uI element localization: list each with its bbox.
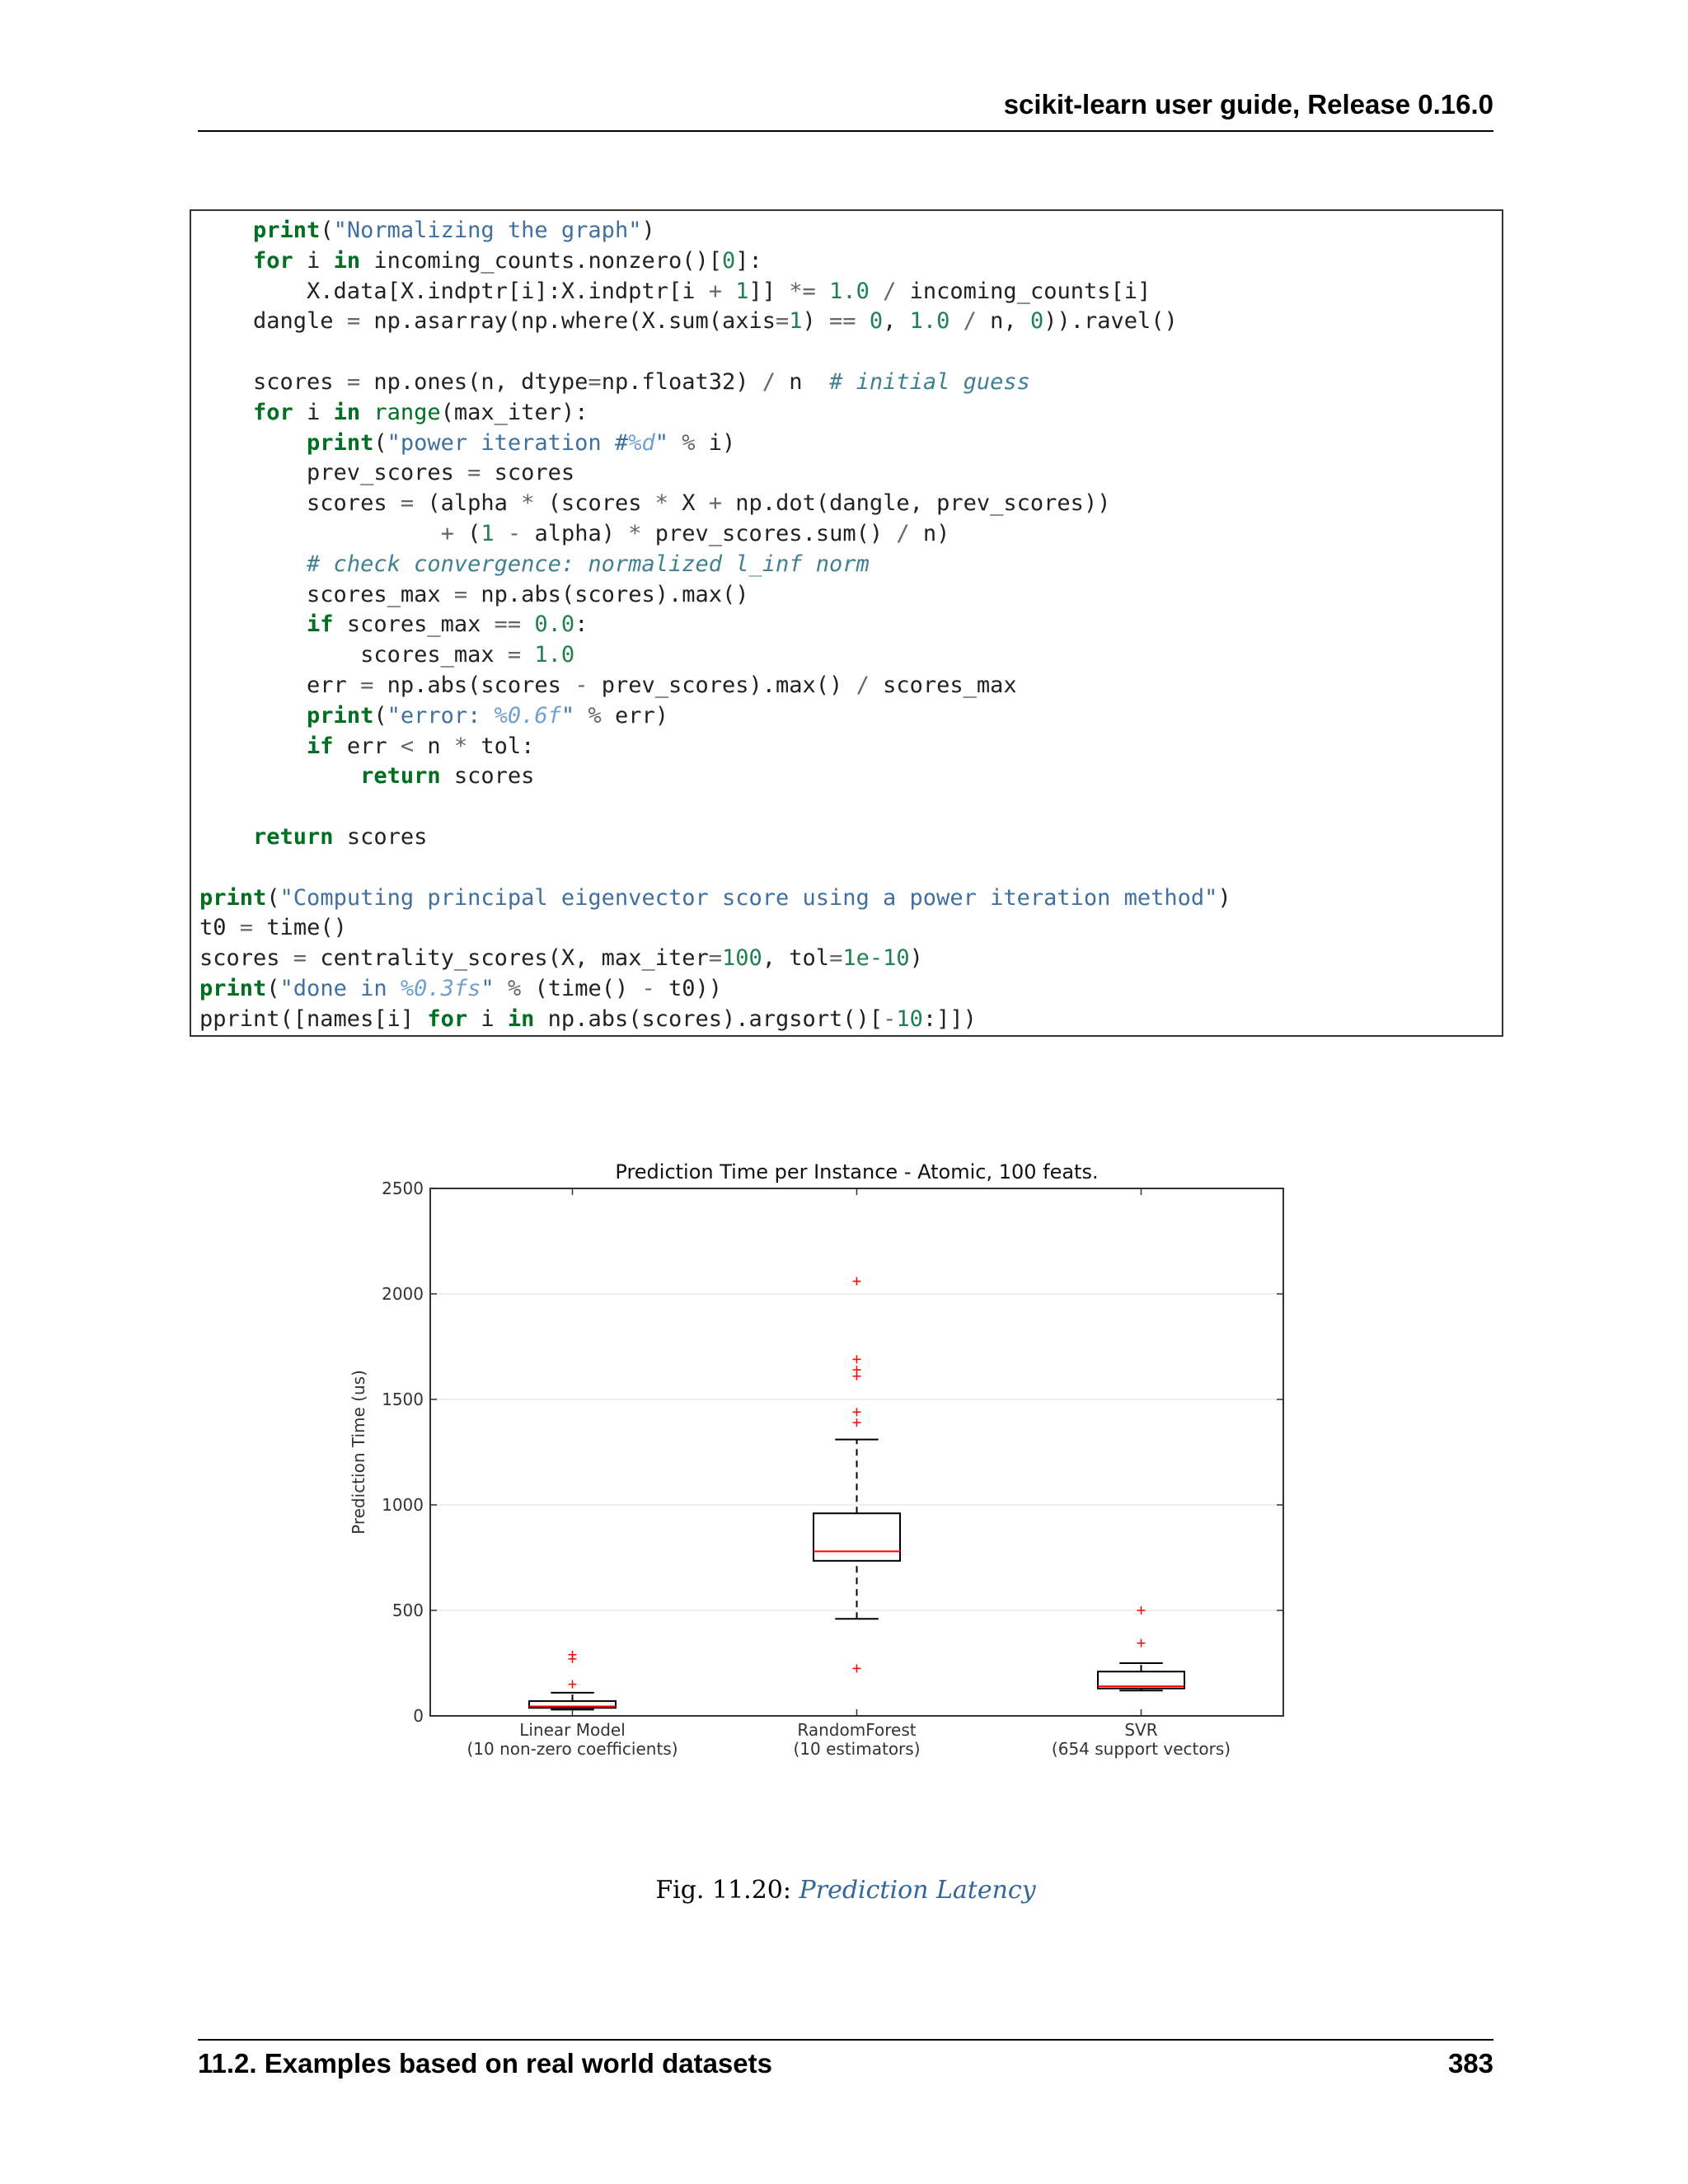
code-token: dangle (199, 308, 347, 335)
code-token: = (776, 308, 790, 335)
code-line (199, 913, 1502, 944)
code-line (199, 246, 1502, 277)
code-token: if (307, 733, 334, 759)
code-line (199, 398, 1502, 429)
code-token: / (762, 368, 776, 395)
code-token: X.data[X.indptr[i]:X.indptr[i (199, 278, 709, 304)
code-token (495, 976, 508, 1001)
code-token: time() (253, 915, 347, 941)
code-token: (scores (534, 490, 655, 517)
code-token: np.abs(scores (373, 672, 575, 698)
code-token: = (708, 945, 722, 972)
code-token: 1e-10 (842, 945, 910, 972)
code-token: print (307, 702, 374, 729)
code-block (190, 209, 1503, 1037)
code-token: print (199, 884, 267, 911)
code-token: , (883, 308, 910, 335)
code-token: prev_scores).max() (588, 672, 856, 698)
y-tick-label: 1000 (382, 1495, 424, 1515)
code-token: / (856, 672, 870, 698)
code-line (199, 974, 1502, 1005)
x-tick-label: Linear Model (519, 1720, 626, 1740)
code-line (199, 550, 1502, 580)
code-line (199, 277, 1502, 307)
code-token: *= (789, 278, 816, 304)
code-token (722, 279, 735, 304)
code-line (199, 671, 1502, 701)
code-token: + (440, 520, 454, 546)
x-tick-label: (10 estimators) (793, 1739, 921, 1759)
code-line (199, 458, 1502, 489)
code-token: ) (641, 218, 655, 243)
code-token: np.abs(scores).max() (467, 581, 749, 607)
code-line (199, 368, 1502, 398)
code-token: ) (909, 945, 923, 972)
code-token: scores_max (333, 612, 495, 638)
code-token (199, 551, 307, 577)
code-token: * (654, 490, 668, 517)
code-token: scores_max (199, 581, 454, 607)
code-token: scores (440, 763, 535, 790)
code-token: print (199, 975, 267, 1001)
code-token: = (239, 915, 254, 941)
code-token: = (453, 581, 468, 607)
x-tick-label: (10 non-zero coefficients) (467, 1739, 678, 1759)
code-token: %d (628, 429, 655, 456)
code-token: - (574, 672, 588, 698)
code-token (199, 248, 253, 274)
figure-prediction-latency (338, 1150, 1302, 1776)
code-token (521, 612, 534, 637)
code-token: ( (266, 975, 280, 1001)
figure-caption (198, 1876, 1493, 1905)
code-token: i (467, 1005, 508, 1032)
code-token: i) (695, 429, 736, 456)
code-token: / (883, 278, 897, 304)
code-line (199, 216, 1502, 246)
code-token: ( (373, 429, 387, 456)
code-token: ) (1217, 884, 1231, 911)
code-line (199, 519, 1502, 550)
code-token: ]] (748, 278, 790, 304)
code-line (199, 610, 1502, 640)
code-token (816, 279, 829, 304)
header-rule (198, 130, 1493, 132)
code-token: if (307, 612, 334, 638)
code-token (199, 824, 253, 850)
code-token: + (708, 278, 722, 304)
code-token: "power iteration # (387, 429, 629, 456)
code-line (199, 853, 1502, 883)
code-line (199, 883, 1502, 914)
code-token: % (507, 975, 522, 1001)
code-line (199, 489, 1502, 519)
code-token: %0.3fs (400, 975, 481, 1001)
code-token (360, 400, 373, 425)
code-token: ( (373, 702, 387, 729)
code-token: alpha) (521, 520, 629, 546)
code-token: "Normalizing the graph" (333, 218, 642, 243)
code-line (199, 823, 1502, 853)
code-token: 1 (735, 278, 749, 304)
code-token: + (708, 490, 723, 517)
y-tick-label: 2000 (382, 1284, 424, 1304)
code-token (574, 703, 588, 729)
code-token: == (829, 308, 856, 335)
code-token: t0 (199, 915, 240, 941)
code-token: prev_scores.sum() (641, 520, 897, 546)
code-token (199, 733, 307, 759)
code-token (199, 703, 307, 729)
code-token: n, (976, 308, 1030, 335)
code-token: incoming_counts.nonzero()[ (360, 247, 723, 274)
code-token: == (494, 612, 522, 638)
code-token: scores (481, 460, 575, 486)
code-token: 10 (896, 1005, 923, 1032)
code-token: "Computing principal eigenvector score using a power iteration method" (279, 884, 1218, 911)
code-token: i (293, 247, 334, 274)
code-token (199, 430, 307, 456)
code-token (199, 400, 253, 425)
code-token: # check convergence: normalized l_inf norm (307, 551, 870, 577)
code-token: np.asarray(np.where(X.sum(axis (360, 308, 776, 335)
code-token: for (253, 399, 293, 425)
box-plot-chart (338, 1150, 1302, 1776)
code-token: % (682, 429, 696, 456)
code-token: in (333, 399, 361, 425)
code-token (521, 642, 534, 668)
code-line (199, 792, 1502, 823)
y-tick-label: 500 (392, 1601, 424, 1620)
chart-background (338, 1150, 1302, 1776)
code-token: in (507, 1005, 535, 1032)
code-token: 100 (722, 945, 762, 972)
code-token: err (199, 672, 361, 698)
code-token: 0.0 (534, 612, 575, 638)
footer-rule (198, 2039, 1493, 2041)
code-line (199, 1005, 1502, 1035)
code-token: = (360, 672, 374, 698)
code-token: scores (199, 945, 293, 972)
code-token (199, 612, 307, 637)
code-token: n) (909, 520, 950, 546)
code-token: np.abs(scores).argsort()[ (534, 1005, 884, 1032)
code-token: "error: (387, 702, 495, 729)
code-token: return (360, 763, 441, 790)
code-token: for (253, 247, 293, 274)
code-token: # initial guess (829, 368, 1030, 395)
code-token: scores (199, 490, 401, 517)
code-token: range (373, 399, 441, 425)
code-line (199, 580, 1502, 611)
code-token: t0)) (654, 975, 723, 1001)
code-line (199, 732, 1502, 762)
code-token: ]: (735, 247, 762, 274)
code-token: scores_max (199, 642, 508, 668)
code-token (668, 430, 682, 456)
code-line (199, 640, 1502, 671)
code-token: incoming_counts[i] (896, 278, 1151, 304)
code-token: 1 (481, 520, 495, 546)
caption-prefix: Fig. 11.20: (655, 1876, 791, 1905)
y-tick-label: 1500 (382, 1390, 424, 1409)
code-token: np.dot(dangle, prev_scores)) (722, 490, 1111, 517)
code-token (199, 218, 253, 243)
code-token: print (253, 218, 321, 243)
code-token: = (346, 368, 361, 395)
code-line (199, 337, 1502, 368)
code-token: X (668, 490, 709, 517)
code-token: 0 (1029, 308, 1044, 335)
code-token: = (346, 308, 361, 335)
code-token: tol: (467, 733, 535, 759)
code-token: " (481, 975, 495, 1001)
code-token: prev_scores (199, 460, 468, 486)
code-token: np.ones(n, dtype (360, 368, 588, 395)
code-token: - (883, 1005, 897, 1032)
code-line (199, 701, 1502, 732)
code-token: scores (199, 368, 347, 395)
code-token: 1 (789, 308, 803, 335)
code-token: = (829, 945, 843, 972)
code-token: = (293, 945, 307, 972)
code-token: pprint([names[i] (199, 1005, 428, 1032)
chart-title: Prediction Time per Instance - Atomic, 100 feats. (615, 1160, 1099, 1183)
y-tick-label: 2500 (382, 1179, 424, 1198)
y-tick-label: 0 (413, 1706, 424, 1726)
code-token: in (333, 247, 361, 274)
code-token (950, 308, 963, 334)
code-token (199, 763, 360, 789)
code-line (199, 307, 1502, 337)
code-token: % (588, 702, 602, 729)
code-token: ( (453, 520, 481, 546)
code-token: centrality_scores(X, max_iter (307, 945, 709, 972)
code-token: i (293, 399, 334, 425)
code-token: - (641, 975, 655, 1001)
code-token: n (414, 733, 454, 759)
code-token: n (776, 368, 830, 395)
code-token: - (507, 520, 522, 546)
code-token: (max_iter): (440, 399, 588, 425)
code-token: : (574, 612, 588, 638)
code-token: err (333, 733, 401, 759)
running-header: scikit-learn user guide, Release 0.16.0 (1003, 89, 1493, 120)
code-token: return (253, 823, 334, 850)
code-token: (time() (521, 975, 642, 1001)
footer-section-title: 11.2. Examples based on real world datasets (198, 2048, 772, 2079)
code-token: = (400, 490, 415, 517)
code-line (199, 944, 1502, 974)
code-token (856, 308, 870, 334)
code-token (199, 521, 441, 546)
code-token: / (896, 520, 910, 546)
code-token: < (400, 733, 415, 759)
code-token: 1.0 (829, 278, 870, 304)
code-token: for (427, 1005, 468, 1032)
code-token: np.float32) (601, 368, 762, 395)
code-token: scores (333, 823, 428, 850)
code-token (495, 521, 508, 546)
code-token: / (963, 308, 977, 335)
code-token: (alpha (414, 490, 522, 517)
code-line (199, 762, 1502, 792)
code-token: ) (802, 308, 830, 335)
x-tick-label: (654 support vectors) (1051, 1739, 1231, 1759)
code-token: * (521, 490, 535, 517)
code-token: " (654, 429, 668, 456)
code-token: "done in (279, 975, 401, 1001)
code-token: * (453, 733, 468, 759)
code-token: , tol (762, 945, 830, 972)
x-tick-label: RandomForest (797, 1720, 917, 1740)
code-token: )).ravel() (1043, 308, 1178, 335)
code-token: " (560, 702, 575, 729)
code-token: = (507, 642, 522, 668)
code-token: :]]) (922, 1005, 977, 1032)
code-token: 1.0 (909, 308, 950, 335)
code-token: 0 (722, 247, 736, 274)
code-token: = (588, 368, 602, 395)
code-token: err) (601, 702, 668, 729)
page-number: 383 (1447, 2048, 1493, 2079)
code-token: 0 (869, 308, 884, 335)
code-token: ( (266, 884, 280, 911)
code-token (870, 279, 883, 304)
code-token: print (307, 429, 374, 456)
code-token: scores_max (869, 672, 1017, 698)
code-token: = (467, 460, 481, 486)
code-line (199, 429, 1502, 459)
y-axis-label: Prediction Time (us) (349, 1370, 368, 1535)
caption-link[interactable]: Prediction Latency (799, 1876, 1036, 1905)
code-token: 1.0 (534, 642, 575, 668)
code-token: %0.6f (494, 702, 561, 729)
x-tick-label: SVR (1124, 1720, 1158, 1740)
code-token: ( (320, 218, 334, 243)
code-token: * (628, 520, 642, 546)
